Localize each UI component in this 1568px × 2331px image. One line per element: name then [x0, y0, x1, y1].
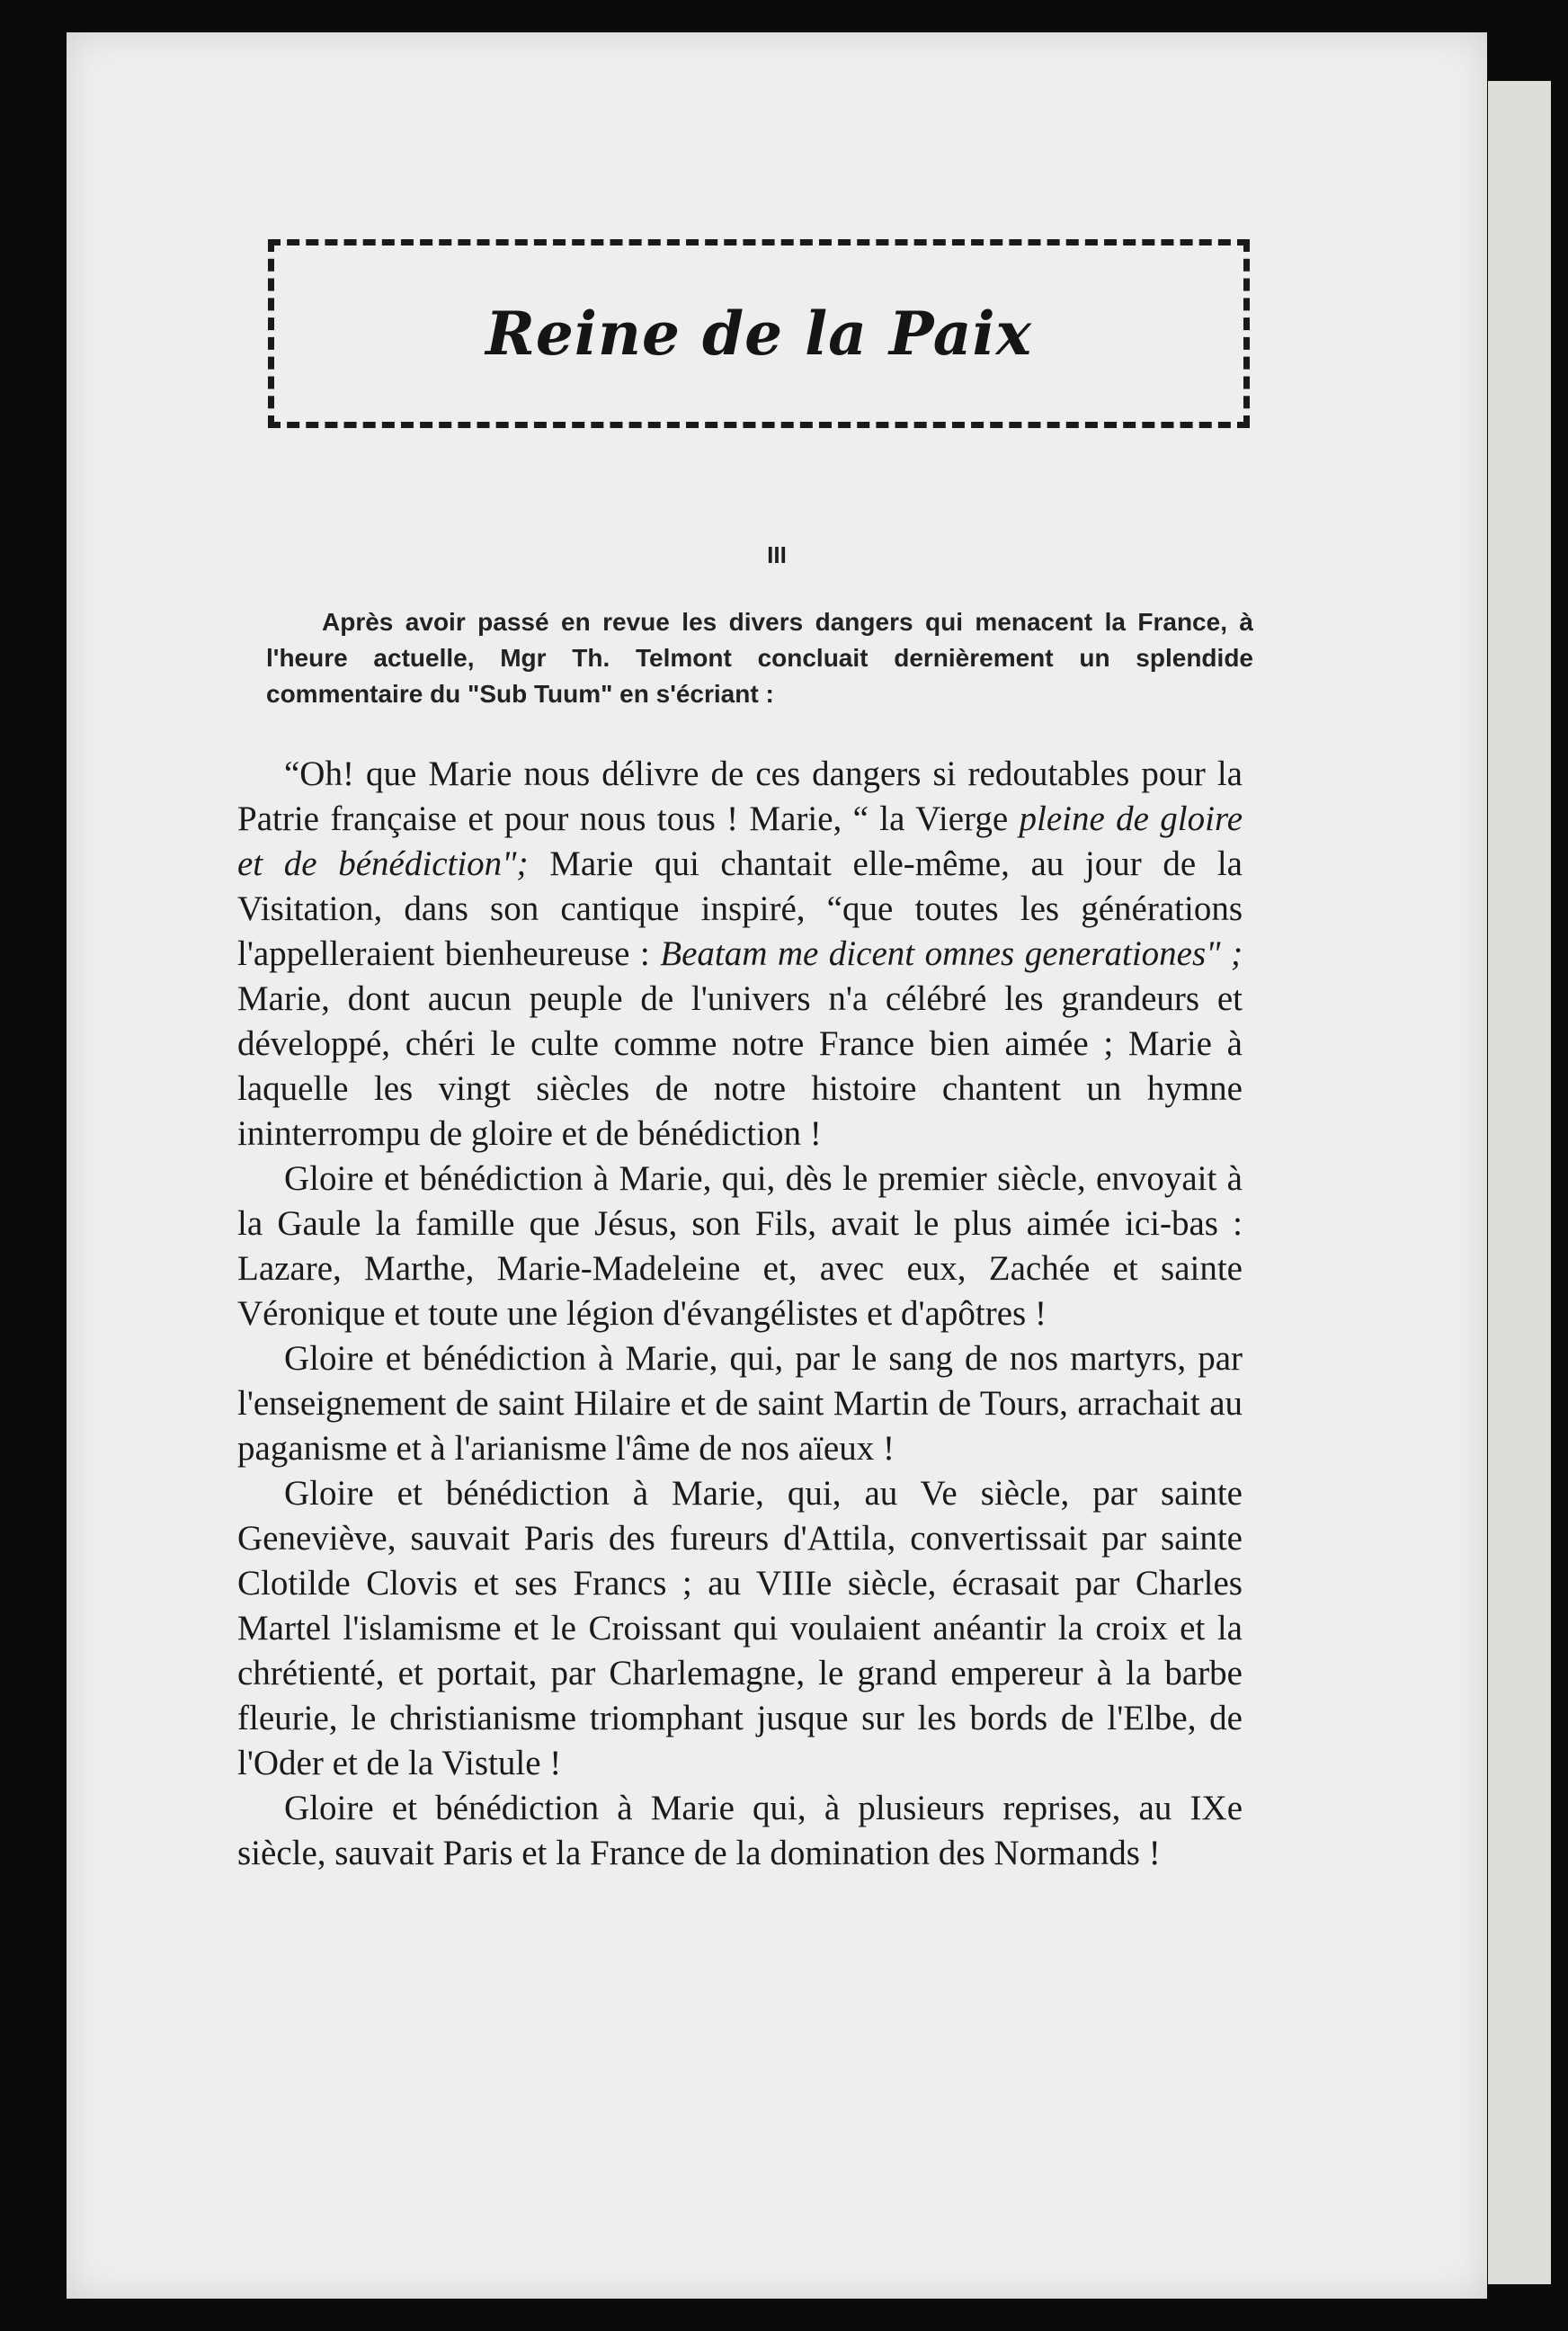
paragraph-segment: Gloire et bénédiction à Marie qui, à plusieurs reprises, au IXe siècle, sauvait Paris et la France de la domination des Normands ! — [237, 1789, 1243, 1872]
paragraph — [237, 752, 1243, 1157]
paragraph — [237, 1786, 1243, 1876]
page-title: Reine de la Paix — [486, 299, 1032, 369]
paragraph-segment: Marie qui chantait elle-même, au jour de la Visitation, dans son cantique inspiré, “que toutes les générations l'appelleraient bienheureuse : — [237, 844, 1243, 973]
section-number: III — [767, 541, 787, 568]
paragraph-segment: “Oh! que Marie nous délivre de ces dangers si redoutables pour la Patrie française et pour nous tous ! Marie, “ la Vierge — [237, 755, 1243, 838]
body-text — [237, 752, 1243, 1876]
paragraph — [237, 1471, 1243, 1786]
adjacent-page-edge — [1488, 81, 1551, 2284]
paragraph-segment-italic: Beatam me dicent omnes generationes" ; — [660, 934, 1243, 973]
paragraph-segment: Gloire et bénédiction à Marie, qui, au Ve siècle, par sainte Geneviève, sauvait Paris des fureurs d'Attila, convertissait par sainte Clotilde Clovis et ses Francs ; au VIIIe siècle, écrasait par Charles Martel l'islamisme et le Croissant qui voulaient anéantir la croix et la chrétienté, et portait, par Charlemagne, le grand empereur à la barbe fleurie, le christianisme triomphant jusque sur les bords de l'Elbe, de l'Oder et de la Vistule ! — [237, 1474, 1243, 1782]
paragraph-segment: Gloire et bénédiction à Marie, qui, par le sang de nos martyrs, par l'enseignement de saint Hilaire et de saint Martin de Tours, arrachait au paganisme et à l'arianisme l'âme de nos aïeux ! — [237, 1339, 1243, 1468]
paragraph — [237, 1157, 1243, 1336]
title-frame — [268, 239, 1250, 428]
intro-paragraph: Après avoir passé en revue les divers dangers qui menacent la France, à l'heure actuelle, Mgr Th. Telmont concluait dernièrement un splendide commentaire du "Sub Tuum" en s'écriant : — [266, 608, 1253, 708]
paragraph-segment: Marie, dont aucun peuple de l'univers n'a célébré les grandeurs et développé, chéri le culte comme notre France bien aimée ; Marie à laquelle les vingt siècles de notre histoire chantent un hymne ininterrompu de gloire et de bénédiction ! — [237, 979, 1243, 1153]
paragraph-segment-italic: pleine de gloire et de bénédiction"; — [237, 799, 1243, 883]
scanned-page — [67, 32, 1487, 2299]
paragraph-segment: Gloire et bénédiction à Marie, qui, dès le premier siècle, envoyait à la Gaule la famille que Jésus, son Fils, avait le plus aimée ici-bas : Lazare, Marthe, Marie-Madeleine et, avec eux, Zachée et sainte Véronique et toute une légion d'évangélistes et d'apôtres ! — [237, 1159, 1243, 1333]
paragraph — [237, 1336, 1243, 1471]
